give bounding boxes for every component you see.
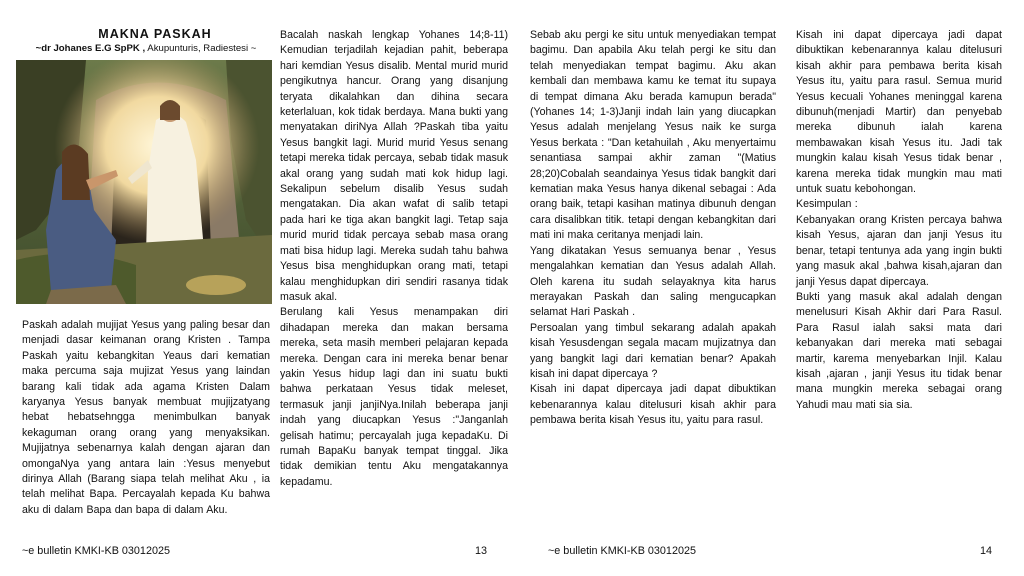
paragraph: Paskah adalah mujijat Yesus yang paling besar dan menjadi dasar keimanan orang Kristen . Tampa Paskah yaitu kebangkitan Yeaus dari kematian maka percuma saja mujizat Yesus yang laindan barang kali tidak ada agama Kristen Dalam karyanya Yesus banyak membuat mujijzatyang hebat hebatsehngga menimbulkan banyak kekaguman orang orang yang menyaksikan. Mujijatnya sebenarnya kalah dengan ajaran dan omongaNya yang antara lain :Yesus menyebut dirinya Allah (Barang siapa telah melihat Aku , ia telah melihat Bapa. Percayalah kepada Ku bahwa aku di dalam Bapa dan bapa di dalam Aku. xyxy=(22,319,270,516)
paragraph: Kebanyakan orang Kristen percaya bahwa kisah Yesus, ajaran dan janji Yesus itu benar, tetapi tentunya ada yang ingin bukti yang masuk akal ,bahwa kisah,ajaran dan janji Yesus dapat dipercaya. xyxy=(796,213,1002,288)
author-credentials: Akupunturis, Radiestesi ~ xyxy=(145,43,257,54)
author-name: ~dr Johanes E.G SpPK , xyxy=(35,43,146,54)
column-3 xyxy=(530,28,776,429)
paragraph: Kesimpulan : xyxy=(796,198,858,211)
paragraph: Bacalah naskah lengkap Yohanes 14;8-11) Kemudian terjadilah kejadian pahit, beberapa hari kemdian Yesus disalib. Mental murid murid pengikutnya hancur. Orang yang disanjung teryata dikalahkan dan dihina secara keterlaluan, kok tidak berdaya. Mana bukti yang menyatakan diriNya Allah ?Paskah tiba yaitu Yesus bangkit lagi. Murid murid Yesus senang tetapi mereka tidak percaya, sebab tidak masuk akal orang yang sudah mati kok hidup lagi. Sekalipun sebelum disalib Yesus sudah mengatakan. Dia akan wafat di salib tetapi pada hari ke tiga akan bangkit lagi. Tetap saja murid murid tidak percaya sebab masa orang mati bisa hidup lagi. Mereka sudah tahu bahwa Yesus bisa menghidupkan orang mati, tetapi kalau menghidupkan diri sendiri rasanya tidak masuk akal. xyxy=(280,29,508,303)
paragraph: Yang dikatakan Yesus semuanya benar , Yesus mengalahkan kematian dan Yesus adalah Allah. Oleh karena itu sudah selayaknya kita harus merayakan Paskah dan saling mengucapkan selamat Hari Paskah . xyxy=(530,244,776,319)
footer-bulletin-right: ~e bulletin KMKI-KB 03012025 xyxy=(548,545,696,557)
paragraph: Bukti yang masuk akal adalah dengan menelusuri Kisah Akhir dari Para Rasul. Para Rasul ialah saksi mata dari kebanyakan dari mereka mati sebagai martir, karema menyebarkan Injil. Kalau kisah ,ajaran , janji Yesus itu tidak benar mana mungkin mereka sebagai orang Yahudi mau mati sia sia. xyxy=(796,290,1002,411)
resurrection-painting xyxy=(16,60,272,304)
paragraph: Sebab aku pergi ke situ untuk menyediakan tempat bagimu. Dan apabila Aku telah pergi ke situ dan telah menyediakan tempat bagimu. Aku akan kembali dan membawa kamu ke temat itu supaya di tempat dimana Aku berada kamupun berada" (Yohanes 14; 1-3)Janji indah lain yang diucapkan Yesus adalah menjelang Yesus naik ke surga Yesus berkata : "Dan ketahuilah , Aku menyertaimu senantiasa sampai akhir zaman "(Matius 28;20)Cobalah seandainya Yesus tidak bangkit dari kematian maka Yesus hanya dikenal sebagai : Ada orang baik, tetapi kasihan matinya dibunuh dengan cara disalibkan titik. tetapi dengan kebangkitan dari mati ini maka ceritanya menjadi lain. xyxy=(530,29,776,242)
page-number-left: 13 xyxy=(475,545,488,557)
author-line xyxy=(18,43,274,54)
column-1 xyxy=(22,318,270,518)
paragraph: Persoalan yang timbul sekarang adalah apakah kisah Yesusdengan segala macam mujizatnya dan yang bangkit lagi dari kematian benar? Apakah kisah ini dapat dipercaya ? xyxy=(530,321,776,380)
column-4 xyxy=(796,28,1002,413)
paragraph: Berulang kali Yesus menampakan diri dihadapan mereka dan makan bersama mereka, seta masih memberi pelajaran kepada mereka. Dengan cara ini mereka benar benar yakin Yesus hidup lagi dan ini suatu bukti bahwa perkataan Yesus tidak meleset, termasuk janji janjiNya.Inilah beberapa janji indah yang diucapkan Yesus :"Janganlah gelisah hatimu; percayalah juga kepadaKu. Di rumah BapaKu banyak tempat tinggal. Jika tidak demikian tentu Aku mengatakannya kepadamu. xyxy=(280,306,508,488)
column-2 xyxy=(280,28,508,490)
article-title: MAKNA PASKAH xyxy=(98,27,212,41)
paragraph: Kisah ini dapat dipercaya jadi dapat dibuktikan kebenarannya kalau ditelusuri kisah akhir para pembawa berita kisah Yesus itu, yaitu para rasul. Semua murid Yesus kecuali Yohanes meninggal karena dibunuh(menjadi Martir) dan penyebab mereka dibunuh ialah karena membawakan kisah Yesus itu. Jadi tak mungkin kalau kisah Yesus tidak benar , karena mereka tidak mungkin mau mati untuk suatu kebohongan. xyxy=(796,29,1002,196)
page-number-right: 14 xyxy=(980,545,993,557)
paragraph: Kisah ini dapat dipercaya jadi dapat dibuktikan kebenarannya kalau ditelusuri kisah akhir para pembawa berita kisah Yesus itu, yaitu para rasul. xyxy=(530,383,776,427)
footer-bulletin-left: ~e bulletin KMKI-KB 03012025 xyxy=(22,545,170,557)
